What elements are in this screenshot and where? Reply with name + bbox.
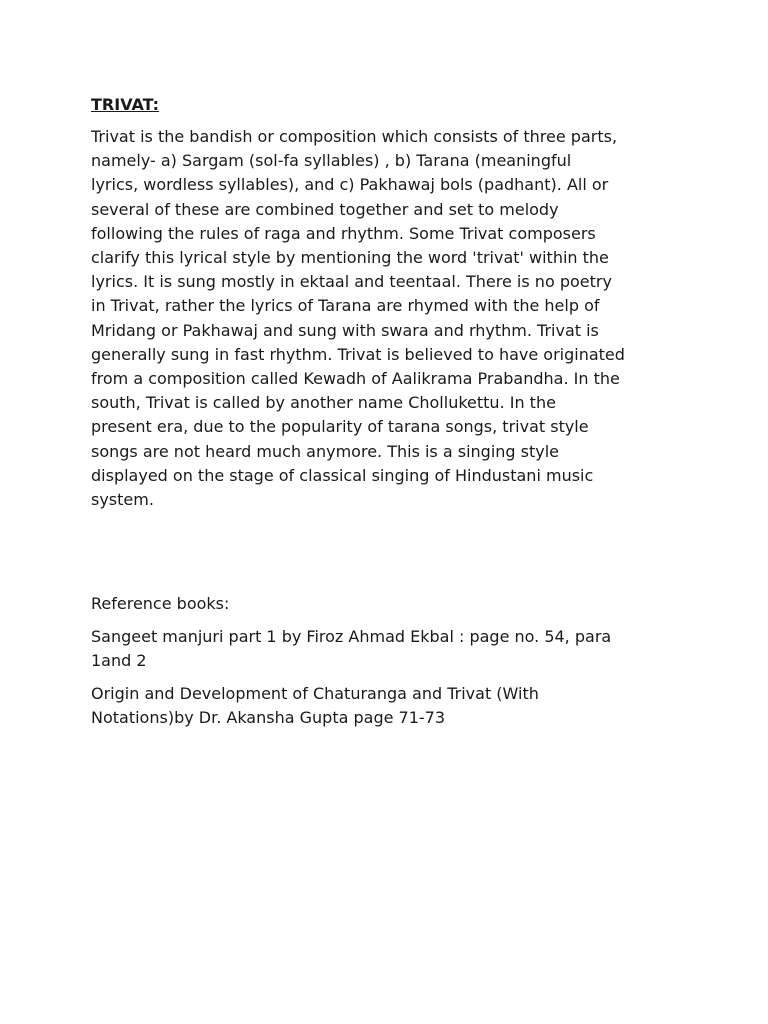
reference-item: Origin and Development of Chaturanga and Trivat (With Notations)by Dr. Akansha Gupta page 71-73 (91, 684, 539, 727)
main-content (91, 93, 691, 512)
reference-item: Sangeet manjuri part 1 by Firoz Ahmad Ekbal : page no. 54, para 1and 2 (91, 627, 612, 670)
references-section (91, 592, 691, 739)
body-paragraph: Trivat is the bandish or composition which consists of three parts, namely- a) Sargam (sol-fa syllables) , b) Tarana (meaningful lyrics, wordless syllables), and c) Pakhawaj bols (padhant). All or several of these are combined together and set to melody following the rules of raga and rhythm. Some Trivat composers clarify this lyrical style by mentioning the word 'trivat' within the lyrics. It is sung mostly in ektaal and teentaal. There is no poetry in Trivat, rather the lyrics of Tarana are rhymed with the help of Mridang or Pakhawaj and sung with swara and rhythm. Trivat is generally sung in fast rhythm. Trivat is believed to have originated from a composition called Kewadh of Aalikrama Prabandha. In the south, Trivat is called by another name Chollukettu. In the present era, due to the popularity of tarana songs, trivat style songs are not heard much anymore. This is a singing style displayed on the stage of classical singing of Hindustani music system. (91, 127, 625, 510)
document-heading: TRIVAT: (91, 95, 160, 114)
references-title: Reference books: (91, 594, 230, 613)
